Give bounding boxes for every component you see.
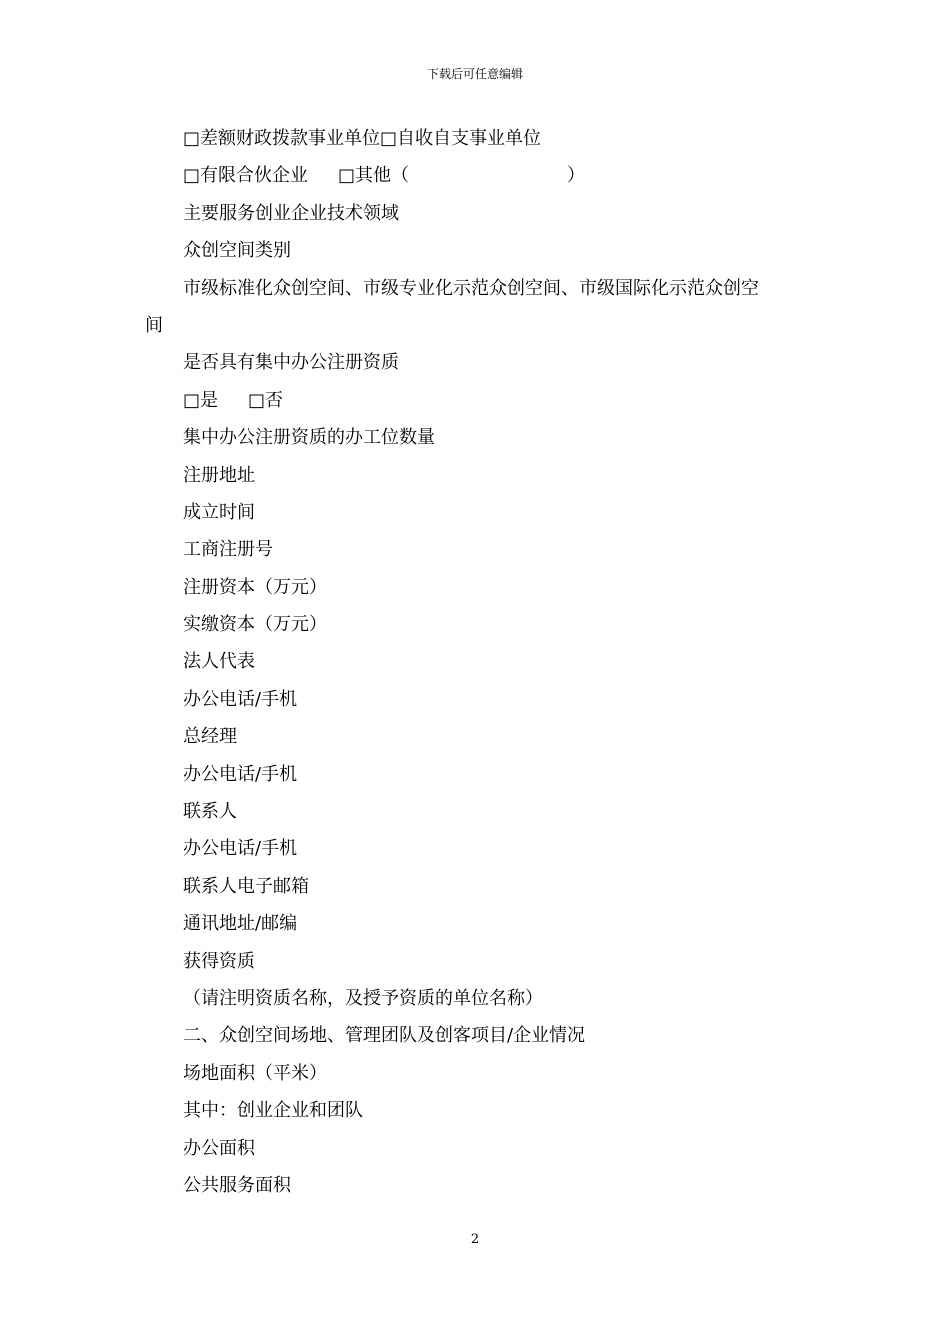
field-central-office-question: 是否具有集中办公注册资质 (183, 352, 399, 374)
field-space-category: 众创空间类别 (183, 240, 291, 262)
field-of-which: 其中：创业企业和团队 (183, 1100, 363, 1122)
field-phone-legal-rep: 办公电话/手机 (183, 688, 298, 710)
page-number: 2 (470, 1232, 480, 1247)
field-tech-domain: 主要服务创业企业技术领域 (183, 202, 399, 224)
field-qualifications: 获得资质 (183, 950, 255, 972)
field-workstation-count: 集中办公注册资质的办工位数量 (183, 427, 435, 449)
field-founded-date: 成立时间 (183, 501, 255, 523)
field-registered-address: 注册地址 (183, 464, 255, 486)
yes-no-line (145, 382, 810, 419)
field-phone-general-manager: 办公电话/手机 (183, 763, 298, 785)
checkbox-option-no: □否 (248, 389, 284, 411)
field-paid-in-capital: 实缴资本（万元） (183, 614, 327, 636)
other-close-paren: ） (567, 165, 586, 187)
checkbox-option-limited-partnership: □有限合伙企业 (183, 165, 309, 187)
checkbox-option-yes: □是 (183, 389, 219, 411)
section-heading-two: 二、众创空间场地、管理团队及创客项目/企业情况 (183, 1025, 586, 1047)
unit-type-line-2 (145, 157, 810, 194)
category-options-line: 市级标准化众创空间、市级专业化示范众创空间、市级国际化示范众创空 (183, 277, 759, 299)
page-header: 下载后可任意编辑 (426, 67, 523, 81)
field-mailing-address: 通讯地址/邮编 (183, 913, 298, 935)
checkbox-option-self-funded: □自收自支事业单位 (380, 128, 542, 149)
checkbox-option-other: □其他（ (338, 165, 410, 187)
field-phone-contact: 办公电话/手机 (183, 838, 298, 860)
field-contact-person: 联系人 (183, 801, 237, 823)
checkbox-option-differential-funded: □差额财政拨款事业单位 (183, 128, 381, 149)
qualifications-note: （请注明资质名称，及授予资质的单位名称） (183, 987, 543, 1009)
field-contact-email: 联系人电子邮箱 (183, 875, 309, 897)
field-site-area: 场地面积（平米） (183, 1062, 327, 1084)
field-general-manager: 总经理 (183, 726, 237, 748)
field-office-area: 办公面积 (183, 1137, 255, 1159)
document-body (145, 120, 810, 1204)
field-business-registration-number: 工商注册号 (183, 539, 273, 561)
field-registered-capital: 注册资本（万元） (183, 576, 327, 598)
field-public-service-area: 公共服务面积 (183, 1174, 291, 1196)
field-legal-representative: 法人代表 (183, 651, 255, 673)
category-options-continuation: 间 (145, 314, 163, 336)
unit-type-line-1 (145, 120, 810, 157)
